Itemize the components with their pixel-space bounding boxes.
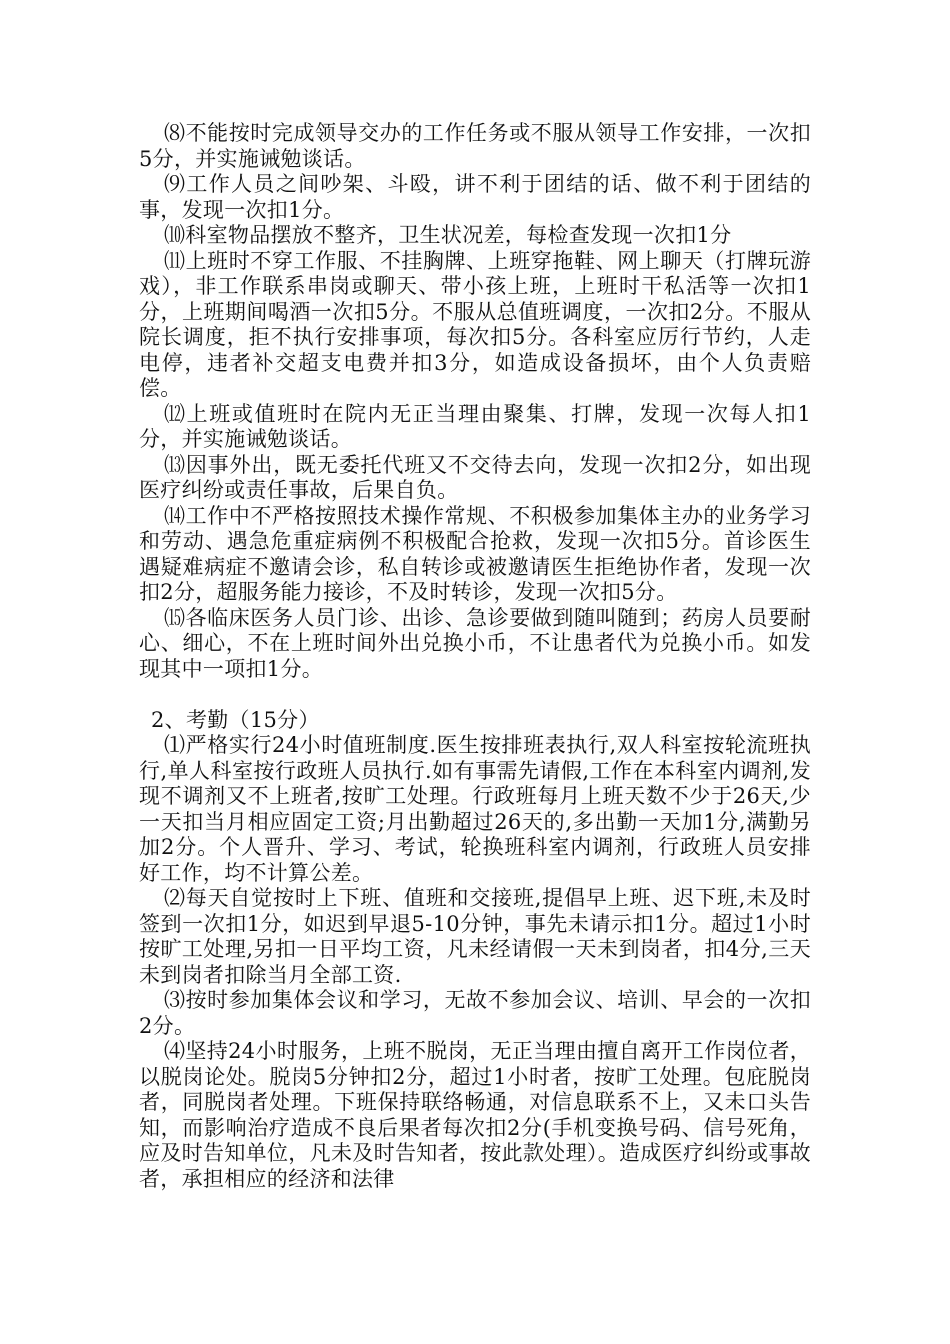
rule-item-15: ⒂各临床医务人员门诊、出诊、急诊要做到随叫随到；药房人员要耐心、细心，不在上班时间外出兑换小币，不让患者代为兑换小币。如发现其中一项扣1分。 [139, 605, 811, 681]
rule-item-11: ⑾上班时不穿工作服、不挂胸牌、上班穿拖鞋、网上聊天（打牌玩游戏），非工作联系串岗或聊天、带小孩上班，上班时干私活等一次扣1分，上班期间喝酒一次扣5分。不服从总值班调度，一次扣2分。不服从院长调度，拒不执行安排事项，每次扣5分。各科室应厉行节约，人走电停，违者补交超支电费并扣3分，如造成设备损坏，由个人负责赔偿。 [139, 248, 811, 400]
rule-item-10: ⑽科室物品摆放不整齐，卫生状况差，每检查发现一次扣1分 [164, 223, 732, 247]
section-heading-attendance: 2、考勤（15分） [151, 707, 320, 732]
attendance-item-4: ⑷坚持24小时服务，上班不脱岗，无正当理由擅自离开工作岗位者，以脱岗论处。脱岗5分钟扣2分，超过1小时者，按旷工处理。包庇脱岗者，同脱岗者处理。下班保持联络畅通，对信息联系不上，又未口头告知，而影响治疗造成不良后果者每次扣2分(手机变换号码、信号死角，应及时告知单位，凡未及时告知者，按此款处理）。造成医疗纠纷或事故者，承担相应的经济和法律 [139, 1039, 811, 1191]
rule-item-9: ⑼工作人员之间吵架、斗殴，讲不利于团结的话、做不利于团结的事，发现一次扣1分。 [139, 172, 811, 222]
attendance-item-3: ⑶按时参加集体会议和学习，无故不参加会议、培训、早会的一次扣2分。 [139, 988, 811, 1038]
attendance-item-2: ⑵每天自觉按时上下班、值班和交接班,提倡早上班、迟下班,未及时签到一次扣1分，如迟到早退5-10分钟，事先未请示扣1分。超过1小时按旷工处理,另扣一日平均工资，凡未经请假一天未到岗者，扣4分,三天未到岗者扣除当月全部工资. [139, 886, 811, 987]
rule-item-14: ⒁工作中不严格按照技术操作常规、不积极参加集体主办的业务学习和劳动、遇急危重症病例不积极配合抢救，发现一次扣5分。首诊医生遇疑难病症不邀请会诊，私自转诊或被邀请医生拒绝协作者，发现一次扣2分，超服务能力接诊，不及时转诊，发现一次扣5分。 [139, 503, 811, 604]
rule-item-12: ⑿上班或值班时在院内无正当理由聚集、打牌，发现一次每人扣1分，并实施诫勉谈话。 [139, 401, 811, 451]
document-body [139, 121, 811, 1192]
attendance-item-1: ⑴严格实行24小时值班制度.医生按排班表执行,双人科室按轮流班执行,单人科室按行政班人员执行.如有事需先请假,工作在本科室内调剂,发现不调剂又不上班者,按旷工处理。行政班每月上班天数不少于26天,少一天扣当月相应固定工资;月出勤超过26天的,多出勤一天加1分,满勤另加2分。个人晋升、学习、考试，轮换班科室内调剂，行政班人员安排好工作，均不计算公差。 [139, 733, 811, 885]
rule-item-13: ⒀因事外出，既无委托代班又不交待去向，发现一次扣2分，如出现医疗纠纷或责任事故，后果自负。 [139, 452, 811, 502]
blank-line [139, 682, 811, 708]
rule-item-8: ⑻不能按时完成领导交办的工作任务或不服从领导工作安排，一次扣5分，并实施诫勉谈话。 [139, 121, 811, 171]
